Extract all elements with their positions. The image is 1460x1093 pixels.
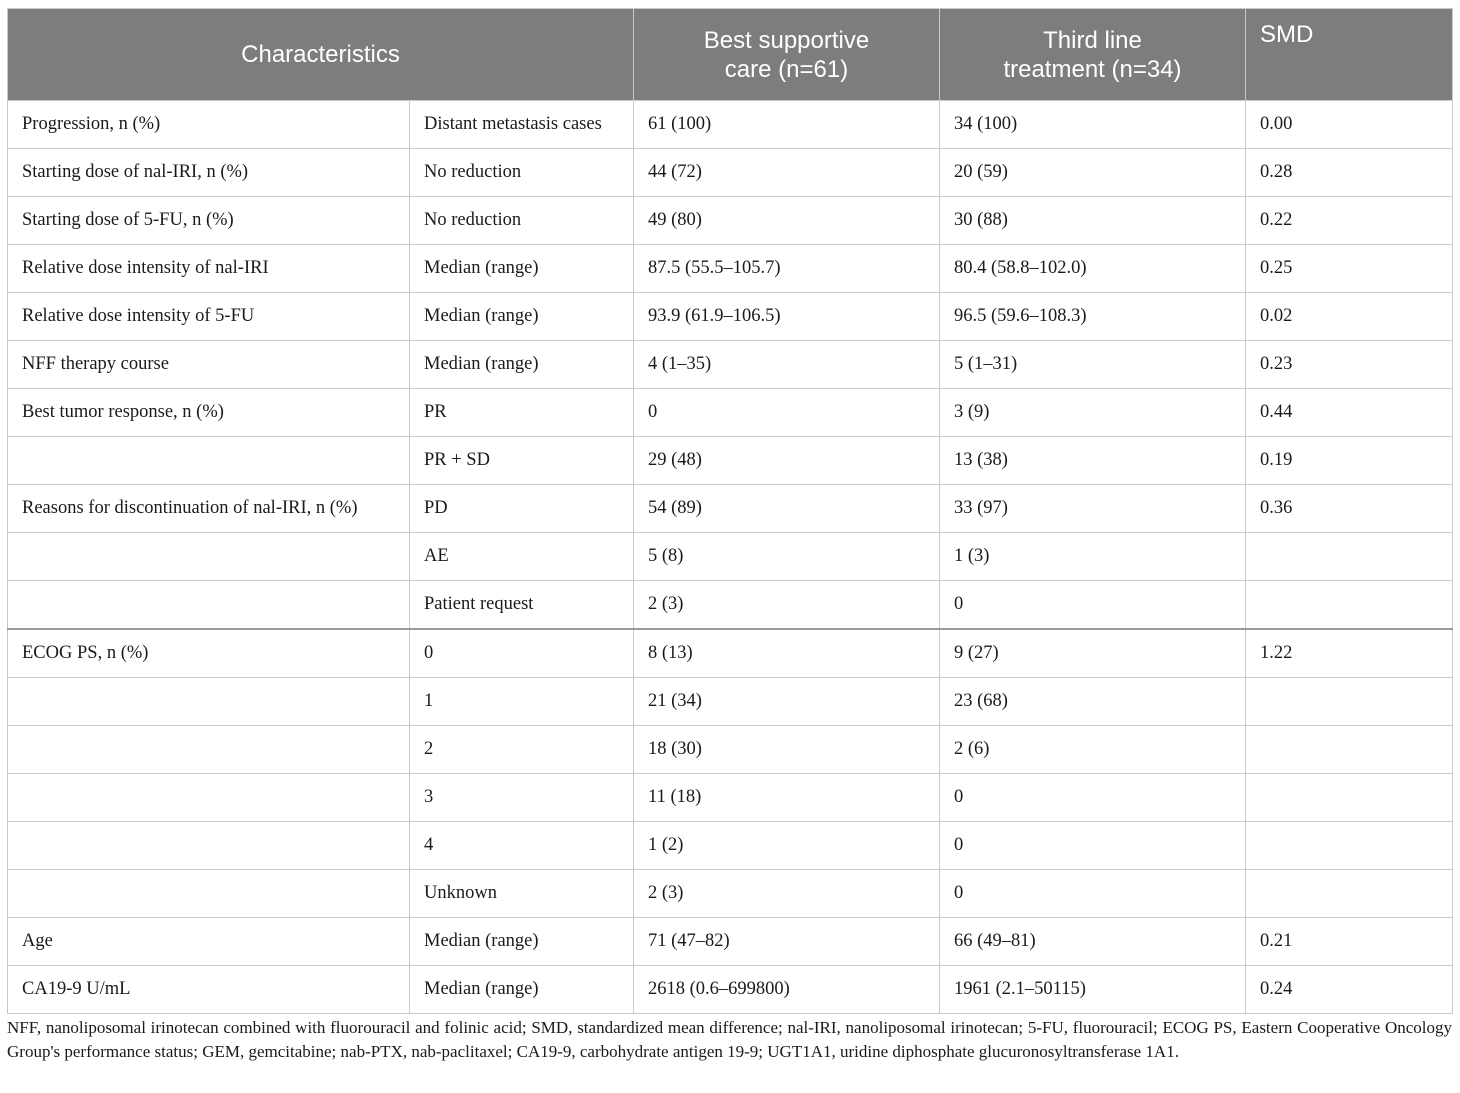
characteristic-cell: Progression, n (%) [8,101,410,149]
subgroup-cell: Patient request [410,581,634,630]
table-row [8,870,1453,918]
third-line-cell: 23 (68) [940,678,1246,726]
characteristic-cell: Starting dose of 5-FU, n (%) [8,197,410,245]
smd-cell: 0.00 [1246,101,1453,149]
smd-cell [1246,726,1453,774]
third-line-cell: 0 [940,822,1246,870]
characteristic-cell: Starting dose of nal-IRI, n (%) [8,149,410,197]
best-supportive-care-cell: 8 (13) [634,629,940,678]
subgroup-cell: 1 [410,678,634,726]
subgroup-cell: PR [410,389,634,437]
characteristic-cell [8,437,410,485]
subgroup-cell: No reduction [410,197,634,245]
table-body [8,101,1453,1014]
table-row [8,437,1453,485]
table-row [8,533,1453,581]
smd-cell: 0.24 [1246,966,1453,1014]
characteristic-cell [8,581,410,630]
header-characteristics [8,9,634,101]
third-line-cell: 1961 (2.1–50115) [940,966,1246,1014]
characteristic-cell: NFF therapy course [8,341,410,389]
table-row [8,726,1453,774]
best-supportive-care-cell: 18 (30) [634,726,940,774]
third-line-cell: 3 (9) [940,389,1246,437]
characteristic-cell [8,822,410,870]
best-supportive-care-cell: 49 (80) [634,197,940,245]
table-row [8,341,1453,389]
third-line-cell: 0 [940,774,1246,822]
smd-cell: 1.22 [1246,629,1453,678]
third-line-cell: 34 (100) [940,101,1246,149]
subgroup-cell: Median (range) [410,918,634,966]
table-row [8,293,1453,341]
best-supportive-care-cell: 54 (89) [634,485,940,533]
smd-cell [1246,533,1453,581]
table-row [8,678,1453,726]
subgroup-cell: Median (range) [410,245,634,293]
subgroup-cell: Distant metastasis cases [410,101,634,149]
table-row [8,966,1453,1014]
characteristics-table [7,8,1453,1014]
subgroup-cell: Median (range) [410,293,634,341]
header-characteristics-label: Characteristics [241,41,400,68]
smd-cell [1246,822,1453,870]
smd-cell [1246,678,1453,726]
header-smd [1246,9,1453,101]
header-third-line-treatment [940,9,1246,101]
third-line-cell: 9 (27) [940,629,1246,678]
subgroup-cell: 3 [410,774,634,822]
characteristic-cell: Relative dose intensity of nal-IRI [8,245,410,293]
smd-cell: 0.19 [1246,437,1453,485]
table-row [8,918,1453,966]
subgroup-cell: PR + SD [410,437,634,485]
third-line-cell: 33 (97) [940,485,1246,533]
best-supportive-care-cell: 2 (3) [634,870,940,918]
header-smd-label: SMD [1260,21,1314,48]
characteristic-cell: Age [8,918,410,966]
best-supportive-care-cell: 2618 (0.6–699800) [634,966,940,1014]
third-line-cell: 20 (59) [940,149,1246,197]
table-row [8,485,1453,533]
table-row [8,629,1453,678]
third-line-cell: 66 (49–81) [940,918,1246,966]
smd-cell: 0.44 [1246,389,1453,437]
smd-cell: 0.02 [1246,293,1453,341]
characteristics-table-container [7,8,1452,1014]
best-supportive-care-cell: 93.9 (61.9–106.5) [634,293,940,341]
subgroup-cell: Median (range) [410,966,634,1014]
best-supportive-care-cell: 11 (18) [634,774,940,822]
best-supportive-care-cell: 2 (3) [634,581,940,630]
smd-cell [1246,774,1453,822]
table-row [8,581,1453,630]
third-line-cell: 13 (38) [940,437,1246,485]
subgroup-cell: Unknown [410,870,634,918]
third-line-cell: 5 (1–31) [940,341,1246,389]
smd-cell [1246,870,1453,918]
subgroup-cell: 0 [410,629,634,678]
subgroup-cell: 2 [410,726,634,774]
characteristic-cell: Reasons for discontinuation of nal-IRI, n (%) [8,485,410,533]
smd-cell: 0.36 [1246,485,1453,533]
best-supportive-care-cell: 21 (34) [634,678,940,726]
third-line-cell: 0 [940,581,1246,630]
third-line-cell: 1 (3) [940,533,1246,581]
best-supportive-care-cell: 29 (48) [634,437,940,485]
smd-cell [1246,581,1453,630]
characteristic-cell [8,726,410,774]
characteristic-cell [8,870,410,918]
subgroup-cell: Median (range) [410,341,634,389]
best-supportive-care-cell: 71 (47–82) [634,918,940,966]
best-supportive-care-cell: 44 (72) [634,149,940,197]
smd-cell: 0.23 [1246,341,1453,389]
header-bsc-line2: care (n=61) [724,55,849,83]
table-row [8,245,1453,293]
header-best-supportive-care [634,9,940,101]
subgroup-cell: No reduction [410,149,634,197]
characteristic-cell: ECOG PS, n (%) [8,629,410,678]
third-line-cell: 30 (88) [940,197,1246,245]
subgroup-cell: PD [410,485,634,533]
characteristic-cell: Best tumor response, n (%) [8,389,410,437]
smd-cell: 0.28 [1246,149,1453,197]
characteristic-cell: CA19-9 U/mL [8,966,410,1014]
subgroup-cell: 4 [410,822,634,870]
characteristic-cell [8,774,410,822]
best-supportive-care-cell: 61 (100) [634,101,940,149]
characteristic-cell: Relative dose intensity of 5-FU [8,293,410,341]
header-third-line2: treatment (n=34) [1003,55,1182,83]
table-footnote: NFF, nanoliposomal irinotecan combined with fluorouracil and folinic acid; SMD, standardized mean difference; nal-IRI, nanoliposomal irinotecan; 5-FU, fluorouracil; ECOG PS, Eastern Cooperative Oncology Group's performance status; GEM, gemcitabine; nab-PTX, nab-paclitaxel; CA19-9, carbohydrate antigen 19-9; UGT1A1, uridine diphosphate glucuronosyltransferase 1A1. [7,1018,1452,1061]
header-third-line1: Third line [1043,26,1142,54]
third-line-cell: 2 (6) [940,726,1246,774]
third-line-cell: 0 [940,870,1246,918]
characteristic-cell [8,533,410,581]
smd-cell: 0.25 [1246,245,1453,293]
header-bsc-line1: Best supportive [703,26,870,54]
best-supportive-care-cell: 0 [634,389,940,437]
best-supportive-care-cell: 4 (1–35) [634,341,940,389]
best-supportive-care-cell: 5 (8) [634,533,940,581]
smd-cell: 0.21 [1246,918,1453,966]
best-supportive-care-cell: 87.5 (55.5–105.7) [634,245,940,293]
third-line-cell: 80.4 (58.8–102.0) [940,245,1246,293]
header-row [8,9,1453,101]
characteristic-cell [8,678,410,726]
table-row [8,822,1453,870]
table-row [8,101,1453,149]
subgroup-cell: AE [410,533,634,581]
smd-cell: 0.22 [1246,197,1453,245]
table-header [8,9,1453,101]
third-line-cell: 96.5 (59.6–108.3) [940,293,1246,341]
table-row [8,389,1453,437]
best-supportive-care-cell: 1 (2) [634,822,940,870]
table-row [8,197,1453,245]
table-row [8,774,1453,822]
table-row [8,149,1453,197]
